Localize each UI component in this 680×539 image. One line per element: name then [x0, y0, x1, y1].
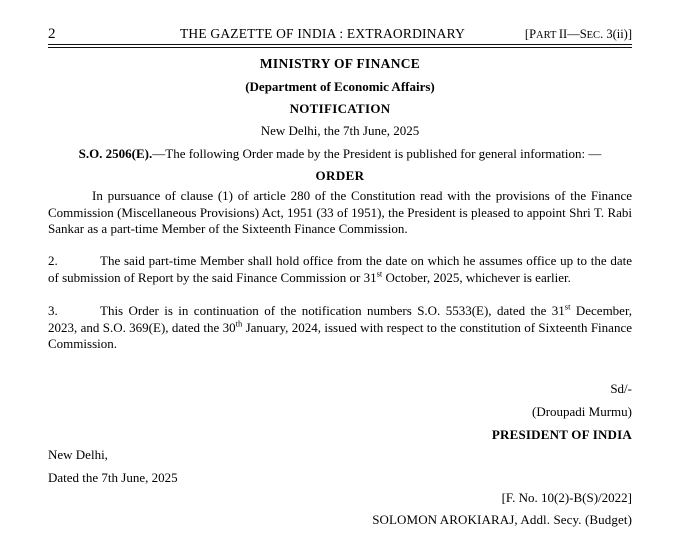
part-rest: ART	[536, 30, 559, 41]
part-section-label	[507, 25, 632, 45]
part-close: . 3(ii)]	[600, 27, 632, 41]
paragraph-3-number: 3.	[48, 303, 58, 318]
notification-heading: NOTIFICATION	[289, 101, 391, 116]
order-heading: ORDER	[315, 168, 365, 183]
so-number-line	[48, 145, 632, 162]
notification-dateline: New Delhi, the 7th June, 2025	[260, 123, 420, 138]
paragraph-2-text-part1: The said part-time Member shall hold office from the date on which he assumes office up to the date of submission of Report by the said Finance Commission or 31	[48, 253, 632, 285]
header-divider-rule	[48, 44, 632, 48]
paragraph-2-number: 2.	[48, 253, 58, 268]
paragraph-3-text-part3: January, 2024, issued with respect to the constitution of Sixteenth Finance Commission.	[48, 319, 632, 351]
signature-name: (Droupadi Murmu)	[531, 404, 632, 419]
paragraph-2	[48, 253, 632, 286]
paragraph-3-ordinal-suffix-1: st	[564, 301, 571, 312]
so-text: —The following Order made by the President is published for general information: —	[152, 146, 602, 161]
part-open: [P	[524, 27, 537, 41]
file-number: [F. No. 10(2)-B(S)/2022]	[501, 490, 632, 505]
paragraph-2-ordinal-suffix: st	[376, 268, 383, 279]
gazette-title: THE GAZETTE OF INDIA : EXTRAORDINARY	[179, 26, 466, 41]
paragraph-1: In pursuance of clause (1) of article 280 of the Constitution read with the provisions of the Finance Commission (Miscellaneous Provisions) Act, 1951 (33 of 1951), the President is pleased to appoint Shri T. Rabi Sankar as a part-time Member of the Sixteenth Finance Commission.	[48, 188, 632, 236]
so-number: S.O. 2506(E).	[78, 146, 153, 161]
date-label: Dated the 7th June, 2025	[48, 470, 178, 485]
part-sec: EC	[586, 30, 601, 41]
paragraph-3-ordinal-suffix-2: th	[235, 318, 243, 329]
part-roman: II	[558, 27, 568, 41]
paragraph-2-text-part2: October, 2025, whichever is earlier.	[382, 269, 571, 285]
signature-sd: Sd/-	[610, 381, 632, 396]
paragraph-3-text-part1: This Order is in continuation of the notification numbers S.O. 5533(E), dated the 31	[100, 303, 565, 318]
paragraph-3	[48, 303, 632, 353]
department-heading: (Department of Economic Affairs)	[245, 79, 435, 94]
header-row	[48, 25, 632, 45]
signature-role: PRESIDENT OF INDIA	[491, 427, 632, 442]
part-dash: —S	[567, 27, 587, 41]
ministry-heading: MINISTRY OF FINANCE	[259, 56, 421, 71]
page-number: 2	[48, 26, 56, 42]
paragraph-3-text-part2: December, 2023, and S.O. 369(E), dated the 30	[48, 303, 633, 335]
secretary-signatory: SOLOMON AROKIARAJ, Addl. Secy. (Budget)	[372, 512, 632, 527]
place-label: New Delhi,	[48, 447, 108, 462]
